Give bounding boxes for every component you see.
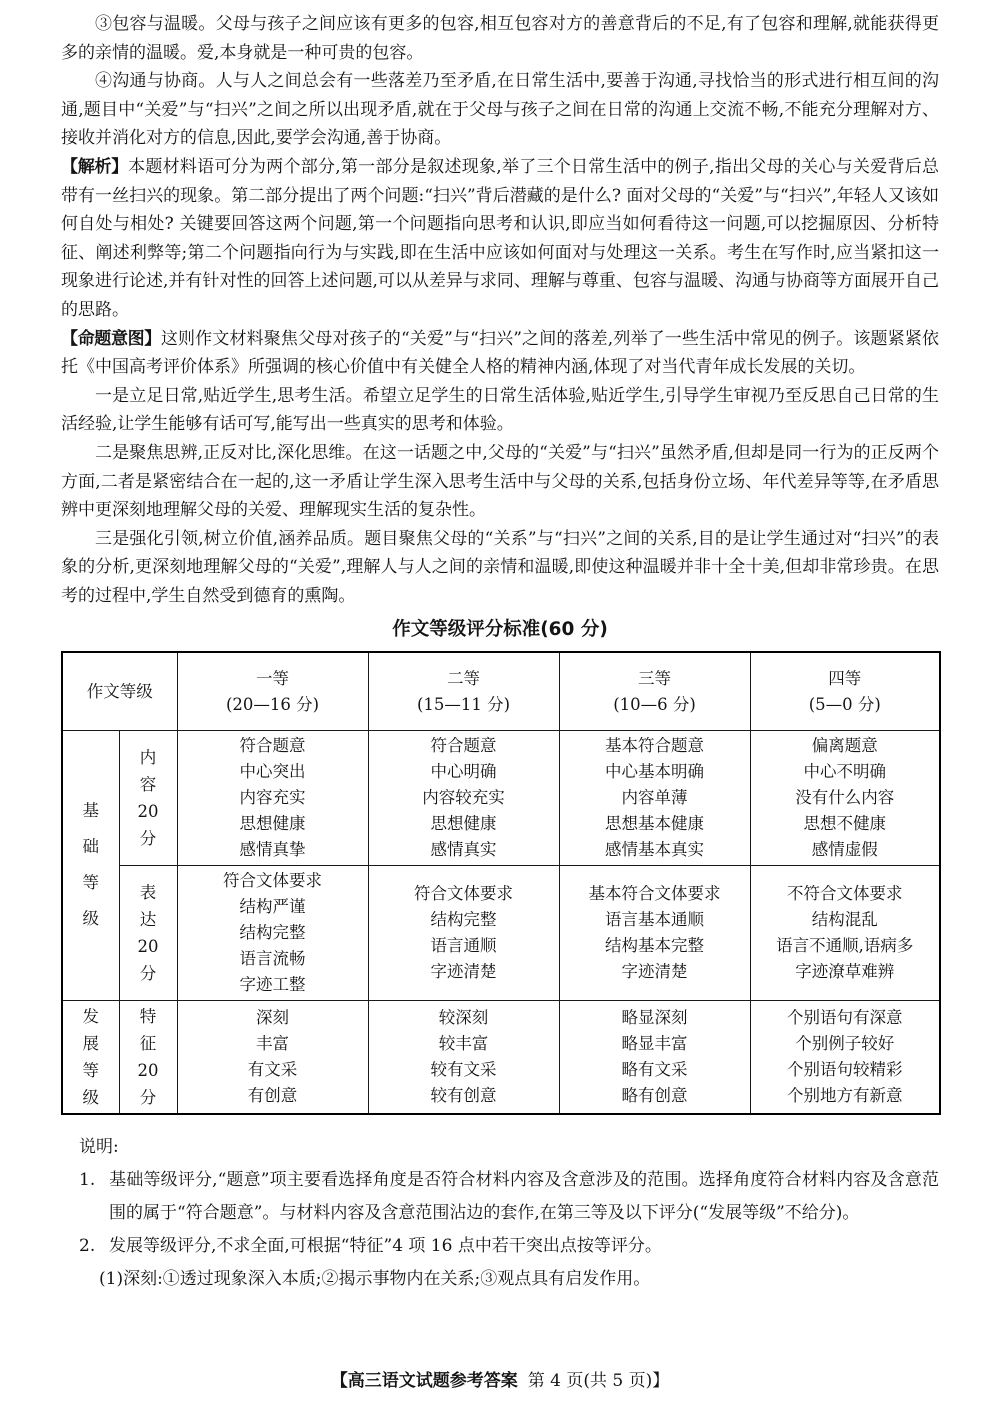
cell-feature-grade2: 较深刻 较丰富 较有文采 较有创意 <box>368 1000 559 1114</box>
note-sub-item: (1)深刻:①透过现象深入本质;②揭示事物内在关系;③观点具有启发作用。 <box>99 1268 651 1289</box>
paragraph-text: ③包容与温暖。父母与孩子之间应该有更多的包容,相互包容对方的善意背后的不足,有了包容和理解,就能获得更多的亲情的温暖。爱,本身就是一种可贵的包容。 <box>61 14 939 63</box>
paragraph-point-1 <box>61 382 939 439</box>
cell-content-grade1: 符合题意 中心突出 内容充实 思想健康 感情真挚 <box>177 730 368 865</box>
footer-title: 【高三语文试题参考答案 <box>330 1371 518 1391</box>
cell-expression-grade1: 符合文体要求 结构严谨 结构完整 语言流畅 字迹工整 <box>177 865 368 1000</box>
aspect-expression-20: 表 达 20 分 <box>119 865 177 1000</box>
notes-section <box>61 1131 939 1296</box>
row-group-development-level: 发 展 等 级 <box>62 1000 119 1114</box>
grade-header-3 <box>559 652 750 730</box>
grade-range: (5—0 分) <box>808 694 881 714</box>
rubric-row-content <box>62 730 940 865</box>
cell-feature-grade3: 略显深刻 略显丰富 略有文采 略有创意 <box>559 1000 750 1114</box>
cell-expression-grade3: 基本符合文体要求 语言基本通顺 结构基本完整 字迹清楚 <box>559 865 750 1000</box>
paragraph-analysis <box>61 153 939 325</box>
note-text: 发展等级评分,不求全面,可根据“特征”4 项 16 点中若干突出点按等评分。 <box>109 1235 662 1256</box>
note-marker: 1. <box>79 1169 96 1190</box>
grade-header-2 <box>368 652 559 730</box>
paragraph-text: 一是立足日常,贴近学生,思考生活。希望立足学生的日常生活体验,贴近学生,引导学生审视乃至反思自己日常的生活经验,让学生能够有话可写,能写出一些真实的思考和体验。 <box>61 385 939 435</box>
grade-name: 四等 <box>828 668 862 688</box>
grade-header-4 <box>750 652 940 730</box>
paragraph-point-3 <box>61 525 939 611</box>
grade-name: 二等 <box>447 668 480 688</box>
cell-feature-grade4: 个别语句有深意 个别例子较好 个别语句较精彩 个别地方有新意 <box>750 1000 940 1114</box>
rubric-table-title: 作文等级评分标准(60 分) <box>392 619 608 641</box>
paragraph-text: ④沟通与协商。人与人之间总会有一些落差乃至矛盾,在日常生活中,要善于沟通,寻找恰当的形式进行相互间的沟通,题目中“关爱”与“扫兴”之间之所以出现矛盾,就在于父母与孩子之间在日常的沟通上交流不畅,不能充分理解对方、接收并消化对方的信息,因此,要学会沟通,善于协商。 <box>61 71 939 149</box>
cell-content-grade2: 符合题意 中心明确 内容较充实 思想健康 感情真实 <box>368 730 559 865</box>
cell-expression-grade4: 不符合文体要求 结构混乱 语言不通顺,语病多 字迹潦草难辨 <box>750 865 940 1000</box>
page-footer <box>0 1366 1000 1391</box>
row-group-basic-level: 基 础 等 级 <box>62 730 119 1000</box>
note-item-1 <box>61 1164 939 1230</box>
rubric-corner-label: 作文等级 <box>62 652 177 730</box>
paragraph-text: 三是强化引领,树立价值,涵养品质。题目聚焦父母的“关系”与“扫兴”之间的关系,目的是让学生通过对“扫兴”的表象的分析,更深刻地理解父母的“关爱”,理解人与人之间的亲情和温暖,即使这种温暖并非十全十美,但却非常珍贵。在思考的过程中,学生自然受到德育的熏陶。 <box>61 528 939 606</box>
note-item-2 <box>61 1230 939 1263</box>
analysis-label: 【解析】 <box>61 156 129 177</box>
notes-heading: 说明: <box>79 1136 119 1157</box>
paragraph-point-2 <box>61 439 939 525</box>
grade-name: 一等 <box>256 668 289 688</box>
cell-expression-grade2: 符合文体要求 结构完整 语言通顺 字迹清楚 <box>368 865 559 1000</box>
cell-feature-grade1: 深刻 丰富 有文采 有创意 <box>177 1000 368 1114</box>
rubric-row-expression <box>62 865 940 1000</box>
note-text: 基础等级评分,“题意”项主要看选择角度是否符合材料内容及含意涉及的范围。选择角度符合材料内容及含意范围的属于“符合题意”。与材料内容及含意范围沾边的套作,在第三等及以下评分(“发展等级”不给分)。 <box>109 1169 939 1223</box>
grade-range: (20—16 分) <box>225 694 320 714</box>
grade-range: (15—11 分) <box>416 694 511 714</box>
paragraph-text: 这则作文材料聚焦父母对孩子的“关爱”与“扫兴”之间的落差,列举了一些生活中常见的例子。该题紧紧依托《中国高考评价体系》所强调的核心价值中有关健全人格的精神内涵,体现了对当代青年成长发展的关切。 <box>61 328 939 378</box>
note-marker: 2. <box>79 1235 96 1256</box>
grade-header-1 <box>177 652 368 730</box>
essay-grading-rubric-table <box>61 651 941 1115</box>
aspect-feature-20: 特 征 20 分 <box>119 1000 177 1114</box>
paragraph-text: 二是聚焦思辨,正反对比,深化思维。在这一话题之中,父母的“关爱”与“扫兴”虽然矛盾,但却是同一行为的正反两个方面,二者是紧密结合在一起的,这一矛盾让学生深入思考生活中与父母的关系,包括身份立场、年代差异等等,在矛盾思辨中更深刻地理解父母的关爱、理解现实生活的复杂性。 <box>61 442 939 521</box>
aspect-content-20: 内 容 20 分 <box>119 730 177 865</box>
grade-name: 三等 <box>638 668 671 688</box>
cell-content-grade4: 偏离题意 中心不明确 没有什么内容 思想不健康 感情虚假 <box>750 730 940 865</box>
paragraph-communication <box>61 67 939 153</box>
paragraph-text: 本题材料语可分为两个部分,第一部分是叙述现象,举了三个日常生活中的例子,指出父母的关心与关爱背后总带有一丝扫兴的现象。第二部分提出了两个问题:“扫兴”背后潜藏的是什么? 面对父母的“关爱”与“扫兴”,年轻人又该如何自处与相处? 关键要回答这两个问题,第一个问题指向思考和认识,即应当如何看待这一问题,可以挖掘原因、分析特征、阐述利弊等;第二个问题指向行为与实践,即在生活中应该如何面对与处理这一关系。考生在写作时,应当紧扣这一现象进行论述,并有针对性的回答上述问题,可以从差异与求同、理解与尊重、包容与温暖、沟通与协商等方面展开自己的思路。 <box>61 156 939 320</box>
footer-page-info: 第 4 页(共 5 页)】 <box>527 1371 670 1391</box>
cell-content-grade3: 基本符合题意 中心基本明确 内容单薄 思想基本健康 感情基本真实 <box>559 730 750 865</box>
paragraph-inclusion-warmth <box>61 10 939 67</box>
rubric-header-row <box>62 652 940 730</box>
paragraph-intent <box>61 325 939 382</box>
grade-range: (10—6 分) <box>613 694 696 714</box>
intent-label: 【命题意图】 <box>61 328 161 349</box>
rubric-row-feature <box>62 1000 940 1114</box>
